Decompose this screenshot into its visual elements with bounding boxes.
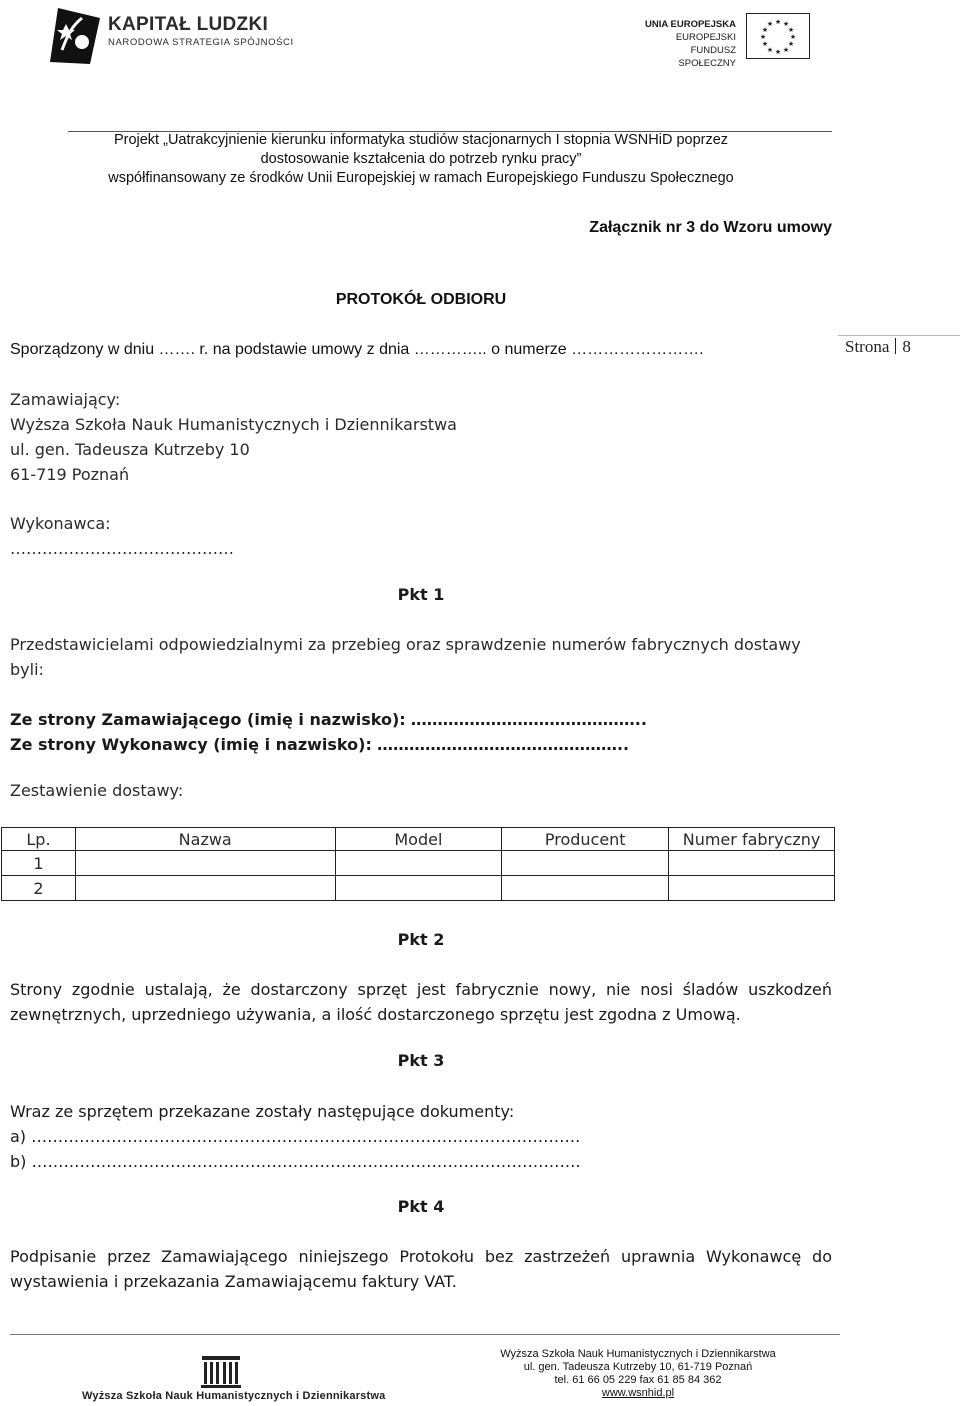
page-number-value: 8: [902, 337, 911, 356]
orderer-city: 61-719 Poznań: [10, 465, 130, 484]
pkt2-heading: Pkt 2: [397, 930, 445, 949]
document-title: PROTOKÓŁ ODBIORU: [335, 291, 507, 308]
svg-text:★: ★: [761, 40, 769, 48]
row-2-name[interactable]: [75, 876, 335, 901]
pkt3-heading: Pkt 3: [397, 1051, 445, 1070]
svg-text:★: ★: [766, 46, 774, 54]
footer-line-3: tel. 61 66 05 229 fax 61 85 84 362: [554, 1374, 722, 1386]
svg-text:★: ★: [759, 33, 767, 41]
project-line-3: współfinansowany ze środków Unii Europejskiej w ramach Europejskiego Funduszu Społecznego: [108, 170, 734, 186]
svg-text:★: ★: [789, 33, 797, 41]
footer-line-1: Wyższa Szkoła Nauk Humanistycznych i Dziennikarstwa: [500, 1348, 776, 1360]
orderer-block: [10, 387, 457, 487]
project-line-2: dostosowanie kształcenia do potrzeb rynku pracy”: [260, 151, 582, 167]
orderer-name: Wyższa Szkoła Nauk Humanistycznych i Dziennikarstwa: [10, 415, 457, 434]
project-header: [0, 131, 842, 188]
svg-text:★: ★: [782, 20, 790, 28]
orderer-rep-label: Ze strony Zamawiającego (imię i nazwisko):: [10, 710, 406, 729]
pkt3-intro: Wraz ze sprzętem przekazane zostały następujące dokumenty:: [10, 1102, 515, 1121]
row-2-model[interactable]: [335, 876, 502, 901]
col-header-producer: Producent: [502, 828, 669, 851]
page-label: Strona: [845, 337, 890, 356]
page-number: [845, 337, 911, 357]
page-separator: [895, 338, 896, 354]
eu-flag-icon: [746, 13, 810, 59]
svg-text:★: ★: [774, 48, 782, 56]
contractor-value: ……………………………………: [10, 539, 234, 558]
row-2-lp: 2: [2, 876, 76, 901]
contractor-rep-value: ………………………………………..: [376, 735, 630, 754]
pkt3-item-b: b) ………………………………………………………………………………………….: [10, 1152, 581, 1171]
svg-text:★: ★: [766, 20, 774, 28]
project-line-1: Projekt „Uatrakcyjnienie kierunku informatyka studiów stacjonarnych I stopnia WSNHiD poprzez: [113, 132, 729, 148]
pkt4-text: Podpisanie przez Zamawiającego niniejszego Protokołu bez zastrzeżeń uprawnia Wykonawcę do wystawienia i przekazania Zamawiającemu faktury VAT.: [10, 1247, 832, 1291]
col-header-serial: Numer fabryczny: [669, 828, 835, 851]
col-header-name: Nazwa: [75, 828, 335, 851]
delivery-table: [1, 827, 835, 901]
orderer-street: ul. gen. Tadeusza Kutrzeby 10: [10, 440, 250, 459]
pkt3-list: [10, 1099, 581, 1174]
pkt2-text: Strony zgodnie ustalają, że dostarczony sprzęt jest fabrycznie nowy, nie nosi śladów uszkodzeń zewnętrznych, uprzedniego używania, a ilość dostarczonego sprzętu jest zgodna z Umową.: [10, 980, 832, 1024]
page-number-rule: [838, 335, 960, 336]
drawn-up-line: Sporządzony w dniu ……. r. na podstawie umowy z dnia ………….. o numerze …………………….: [10, 341, 704, 358]
kl-subtitle: NARODOWA STRATEGIA SPÓJNOŚCI: [108, 37, 294, 48]
pkt1-heading: Pkt 1: [397, 585, 445, 604]
eu-line2: EUROPEJSKI: [675, 32, 736, 43]
wsnhid-logo-text: Wyższa Szkoła Nauk Humanistycznych i Dziennikarstwa: [82, 1390, 386, 1402]
contractor-label: Wykonawca:: [10, 514, 111, 533]
kapital-ludzki-text: [108, 14, 294, 48]
pkt4-heading: Pkt 4: [397, 1197, 445, 1216]
row-1-name[interactable]: [75, 851, 335, 876]
kl-title: KAPITAŁ LUDZKI: [108, 14, 269, 35]
footer-rule: [10, 1334, 840, 1335]
row-2-producer[interactable]: [502, 876, 669, 901]
eu-logo-text: [632, 18, 736, 70]
col-header-model: Model: [335, 828, 502, 851]
orderer-label: Zamawiający:: [10, 390, 121, 409]
annex-label: Załącznik nr 3 do Wzoru umowy: [589, 219, 832, 236]
contractor-block: [10, 511, 234, 561]
row-2-serial[interactable]: [669, 876, 835, 901]
table-row: [2, 851, 835, 876]
svg-text:★: ★: [787, 40, 795, 48]
col-header-lp: Lp.: [2, 828, 76, 851]
row-1-model[interactable]: [335, 851, 502, 876]
eu-line1: UNIA EUROPEJSKA: [645, 19, 736, 30]
svg-text:★: ★: [774, 18, 782, 26]
contractor-rep-label: Ze strony Wykonawcy (imię i nazwisko):: [10, 735, 372, 754]
wsnhid-building-icon: [200, 1354, 242, 1390]
delivery-label: Zestawienie dostawy:: [10, 781, 184, 800]
svg-text:★: ★: [761, 26, 769, 34]
table-row: [2, 876, 835, 901]
row-1-lp: 1: [2, 851, 76, 876]
eu-line3: FUNDUSZ SPOŁECZNY: [678, 45, 736, 69]
orderer-rep-value: ……………………………………..: [410, 710, 647, 729]
wsnhid-logo: [200, 1354, 242, 1394]
svg-text:★: ★: [787, 26, 795, 34]
footer-website-link[interactable]: www.wsnhid.pl: [601, 1387, 675, 1399]
pkt1-text: Przedstawicielami odpowiedzialnymi za przebieg oraz sprawdzenie numerów fabrycznych dostawy byli:: [10, 635, 801, 679]
footer-line-2: ul. gen. Tadeusza Kutrzeby 10, 61-719 Poznań: [523, 1361, 753, 1373]
row-1-serial[interactable]: [669, 851, 835, 876]
kapital-ludzki-logo: [42, 4, 104, 70]
eu-flag: [746, 13, 810, 63]
svg-text:★: ★: [782, 46, 790, 54]
kapital-ludzki-emblem-icon: [42, 4, 104, 66]
row-1-producer[interactable]: [502, 851, 669, 876]
footer-address: [482, 1348, 794, 1400]
table-header-row: [2, 828, 835, 851]
pkt1-representatives: [10, 707, 647, 757]
pkt3-item-a: a) ………………………………………………………………………………………….: [10, 1127, 581, 1146]
